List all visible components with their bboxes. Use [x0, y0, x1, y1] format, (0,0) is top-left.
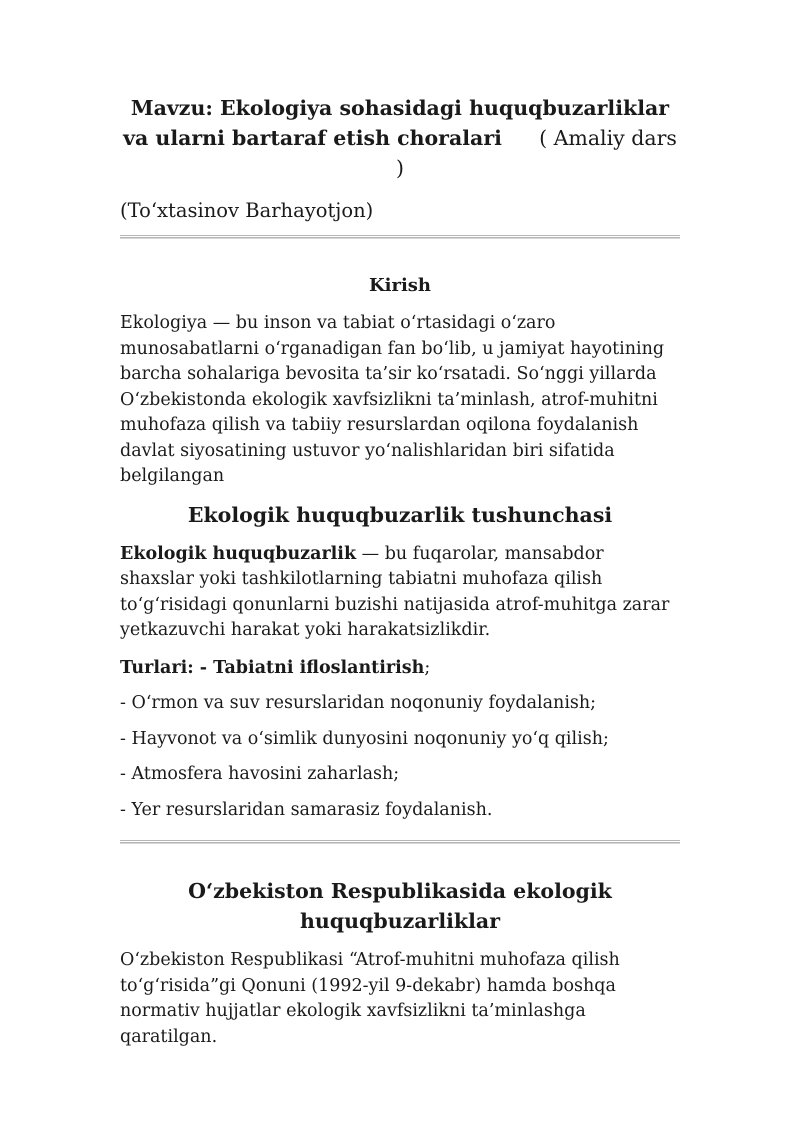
concept-term: Ekologik huquqbuzarlik: [120, 543, 357, 564]
list-item: - Atmosfera havosini zaharlash;: [120, 764, 400, 784]
uzbekistan-paragraph: O‘zbekiston Respublikasi “Atrof-muhitni muhofaza qilish to‘g‘risida”gi Qonuni (1992-yil 9-dekabr) hamda boshqa normativ hujjatlar ekologik xavfsizlikni ta’minlashga qaratilgan.: [120, 950, 620, 1047]
horizontal-divider: [120, 235, 680, 238]
concept-definition: [120, 542, 680, 644]
types-label-suffix: ;: [424, 657, 431, 678]
types-label: Turlari: - Tabiatni ifloslantirish: [120, 657, 425, 678]
types-label-line: [120, 656, 680, 682]
uzbekistan-heading: O‘zbekiston Respublikasida ekologik huquqbuzarliklar: [188, 879, 612, 933]
title-main: Mavzu: Ekologiya sohasidagi huquqbuzarliklar va ularni bartaraf etish choralari: [123, 96, 670, 150]
horizontal-divider: [120, 840, 680, 843]
concept-heading: Ekologik huquqbuzarlik tushunchasi: [187, 502, 613, 527]
lesson-type: ( Amaliy dars ): [396, 126, 677, 180]
document-page: [120, 0, 680, 1050]
list-item: - Yer resurslaridan samarasiz foydalanish.: [120, 799, 493, 820]
document-title: [120, 93, 680, 183]
intro-paragraph: Ekologiya — bu inson va tabiat o‘rtasidagi o‘zaro munosabatlarni o‘rganadigan fan bo‘lib, u jamiyat hayotining barcha sohalariga bevosita ta’sir ko‘rsatadi. So‘nggi yillarda O‘zbekistonda ekologik xavfsizlikni ta’minlash, atrof-muhitni muhofaza qilish va tabiiy resurslardan oqilona foydalanish davlat siyosatining ustuvor yo‘nalishlaridan biri sifatida belgilangan: [120, 313, 665, 486]
concept-definition-text: — bu fuqarolar, mansabdor shaxslar yoki tashkilotlarning tabiatni muhofaza qilish to‘g‘risidagi qonunlarni buzishi natijasida atrof-muhitga zarar yetkazuvchi harakat yoki harakatsizlikdir.: [120, 543, 670, 640]
list-item: - O‘rmon va suv resurslaridan noqonuniy foydalanish;: [120, 693, 597, 713]
author-name: (To‘xtasinov Barhayotjon): [120, 199, 374, 222]
list-item: - Hayvonot va o‘simlik dunyosini noqonuniy yo‘q qilish;: [120, 728, 609, 749]
intro-heading: Kirish: [368, 275, 432, 296]
